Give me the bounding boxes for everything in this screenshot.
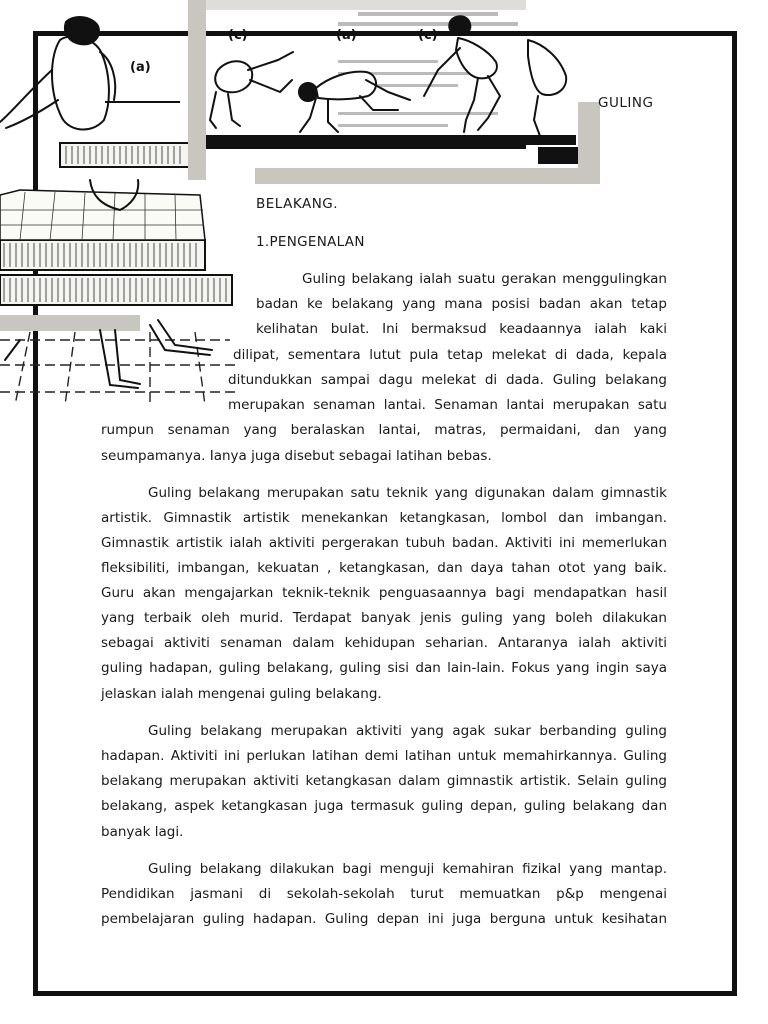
paragraph-line: belakang, aspek ketangkasan juga termasuk guling depan, guling belakang dan (101, 798, 667, 814)
paragraph-line: rumpun senaman yang beralaskan lantai, matras, permaidani, dan yang (101, 422, 667, 438)
figure-label-left-a: (a) (130, 60, 151, 75)
paragraph-line: pembelajaran guling hadapan. Guling depan ini juga berguna untuk kesihatan (101, 911, 667, 927)
paragraph-line: fleksibiliti, imbangan, kekuatan , ketangkasan, dan daya tahan otot yang baik. (101, 560, 667, 576)
paragraph-line: guling hadapan, guling belakang, guling sisi dan lain-lain. Fokus yang ingin saya (101, 660, 667, 676)
document-title-part2: BELAKANG. (256, 196, 339, 212)
figure-label-top-c2: (c) (418, 28, 438, 43)
paragraph-line: belakang merupakan aktiviti ketangkasan dalam gimnastik artistik. Selain guling (101, 773, 667, 789)
document-title-part1: GULING (598, 95, 654, 111)
paragraph-line: ditundukkan sampai dagu melekat di dada. Guling belakang (228, 372, 667, 388)
paragraph-line: sebagai aktiviti senaman dalam kehidupan seharian. Antaranya ialah aktiviti (101, 635, 667, 651)
paragraph-line: Guling belakang merupakan aktiviti yang agak sukar berbanding guling (148, 723, 667, 739)
paragraph-line: jelaskan ialah mengenai guling belakang. (101, 686, 382, 702)
paragraph-line: merupakan senaman lantai. Senaman lantai merupakan satu (228, 397, 667, 413)
paragraph-line: artistik. Gimnastik artistik menekankan ketangkasan, lombol dan imbangan. (101, 510, 667, 526)
figure-label-top-a: (a) (336, 28, 357, 43)
paragraph-line: Guling belakang merupakan satu teknik yang digunakan dalam gimnastik (148, 485, 667, 501)
paragraph-line: badan ke belakang yang mana posisi badan akan tetap (256, 296, 667, 312)
section-heading: 1.PENGENALAN (256, 234, 365, 250)
paragraph-line: hadapan. Aktiviti ini perlukan latihan demi latihan untuk memahirkannya. Guling (101, 748, 667, 764)
paragraph-line: dilipat, sementara lutut pula tetap melekat di dada, kepala (233, 347, 667, 363)
paragraph-line: Pendidikan jasmani di sekolah-sekolah turut memuatkan p&p mengenai (101, 886, 667, 902)
paragraph-line: seumpamanya. Ianya juga disebut sebagai latihan bebas. (101, 448, 492, 464)
paragraph-line: Guling belakang ialah suatu gerakan menggulingkan (302, 271, 667, 287)
paragraph-line: Guru akan mengajarkan teknik-teknik penguasaannya bagi mendapatkan hasil (101, 585, 667, 601)
paragraph-line: banyak lagi. (101, 824, 184, 840)
paragraph-line: Guling belakang dilakukan bagi menguji kemahiran fizikal yang mantap. (148, 861, 667, 877)
paragraph-line: Gimnastik artistik ialah aktiviti pergerakan tubuh badan. Aktiviti ini memerlukan (101, 535, 667, 551)
paragraph-line: yang terbaik oleh murid. Terdapat banyak jenis guling yang boleh dilakukan (101, 610, 667, 626)
figure-label-top-c1: (c) (228, 28, 248, 43)
top-gymnast-sequence-illustration (188, 0, 600, 184)
paragraph-line: kelihatan bulat. Ini bermaksud keadaannya ialah kaki (256, 321, 667, 337)
